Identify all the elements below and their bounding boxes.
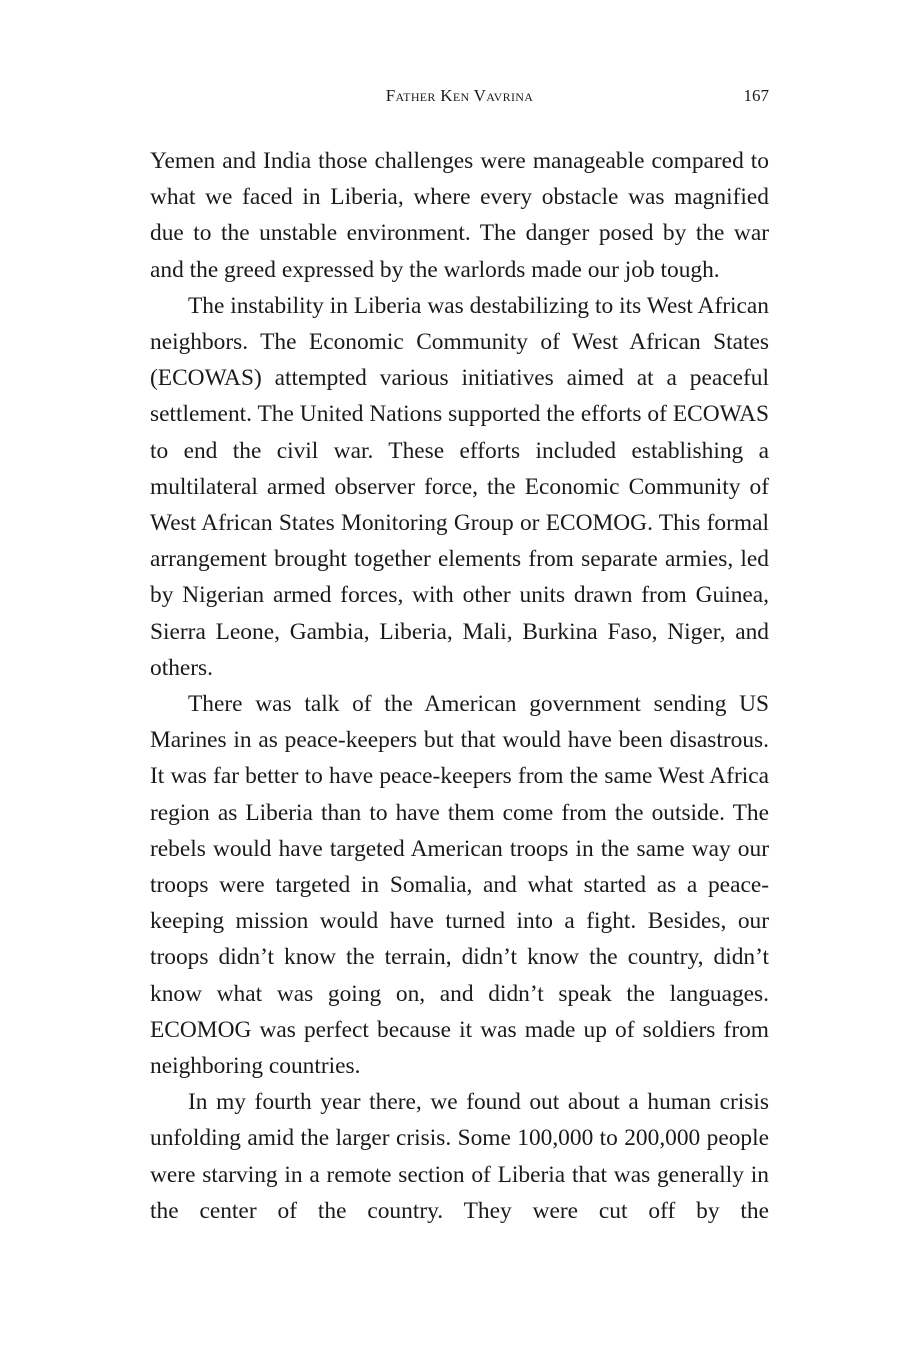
running-head: [150, 86, 769, 112]
page-number: 167: [743, 86, 769, 105]
running-head-title: Father Ken Vavrina: [385, 86, 534, 105]
paragraph: The instability in Liberia was destabilizing to its West African neighbors. The Economic Community of West African States (ECOWAS) attempted various initiatives aimed at a peaceful settlement. The United Nations supported the efforts of ECOWAS to end the civil war. These efforts included establishing a multilateral armed observer force, the Economic Community of West African States Monitoring Group or ECOMOG. This formal arrangement brought together elements from separate armies, led by Nigerian armed forces, with other units drawn from Guinea, Sierra Leone, Gambia, Liberia, Mali, Burkina Faso, Niger, and others.: [150, 292, 769, 681]
paragraph: There was talk of the American government sending US Marines in as peace-keepers but that would have been disastrous. It was far better to have peace-keepers from the same West Africa region as Liberia than to have them come from the outside. The rebels would have targeted American troops in the same way our troops were targeted in Somalia, and what started as a peace-keeping mission would have turned into a fight. Besides, our troops didn’t know the terrain, didn’t know the country, didn’t know what was going on, and didn’t speak the languages. ECOMOG was perfect because it was made up of soldiers from neighboring countries.: [150, 691, 769, 1080]
paragraph: Yemen and India those challenges were manageable compared to what we faced in Liberia, where every obstacle was magnified due to the unstable environment. The danger posed by the war and the greed expressed by the warlords made our job tough.: [150, 148, 769, 283]
body-text: [150, 143, 769, 1229]
paragraph: In my fourth year there, we found out about a human crisis unfolding amid the larger crisis. Some 100,000 to 200,000 people were starving in a remote section of Liberia that was generally in the center of the country. They were cut off by the: [150, 1089, 769, 1224]
